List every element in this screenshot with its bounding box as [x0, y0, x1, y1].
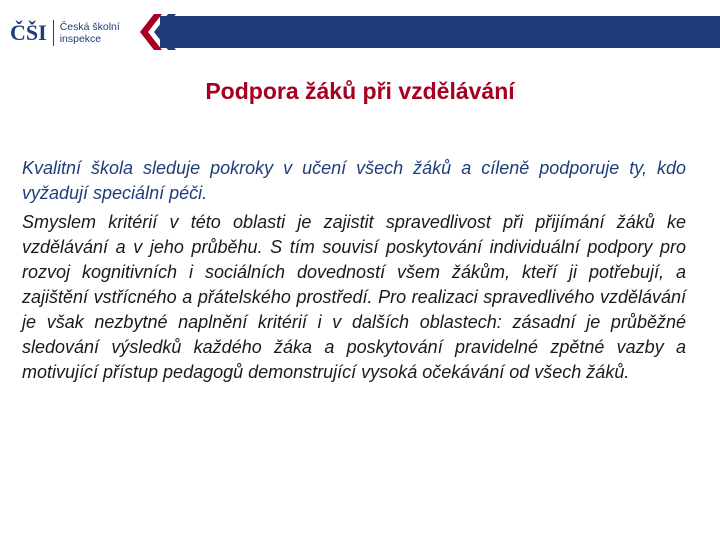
body-paragraph: Smyslem kritérií v této oblasti je zajistit spravedlivost při přijímání žáků ke vzdělávání a v jeho průběhu. S tím souvisí poskytování individuální podpory pro rozvoj kognitivních i sociálních dovedností všem žákům, kteří ji potřebují, a zajištění vstřícného a přátelského prostředí. Pro realizaci spravedlivého vzdělávání je však nezbytné naplnění kritérií i v dalších oblastech: zásadní je průběžné sledování výsledků každého žáka a poskytování pravidelné zpětné vazby a motivující přístup pedagogů demonstrující vysoká očekávání od všech žáků. — [22, 212, 686, 382]
logo-line-1: Česká školní — [59, 21, 120, 33]
header-bar — [158, 16, 720, 48]
logo-line-2: inspekce — [59, 33, 102, 45]
logo-text — [60, 21, 120, 45]
logo-separator — [53, 20, 54, 46]
header-band — [0, 0, 720, 62]
content-text — [22, 156, 686, 389]
logo-mark: ČŠI — [10, 20, 47, 45]
chevrons-icon — [140, 14, 184, 50]
page-title: Podpora žáků při vzdělávání — [205, 78, 515, 104]
lead-paragraph: Kvalitní škola sleduje pokroky v učení všech žáků a cíleně podporuje ty, kdo vyžadují speciální péči. — [22, 158, 686, 203]
csi-logo — [10, 16, 160, 50]
